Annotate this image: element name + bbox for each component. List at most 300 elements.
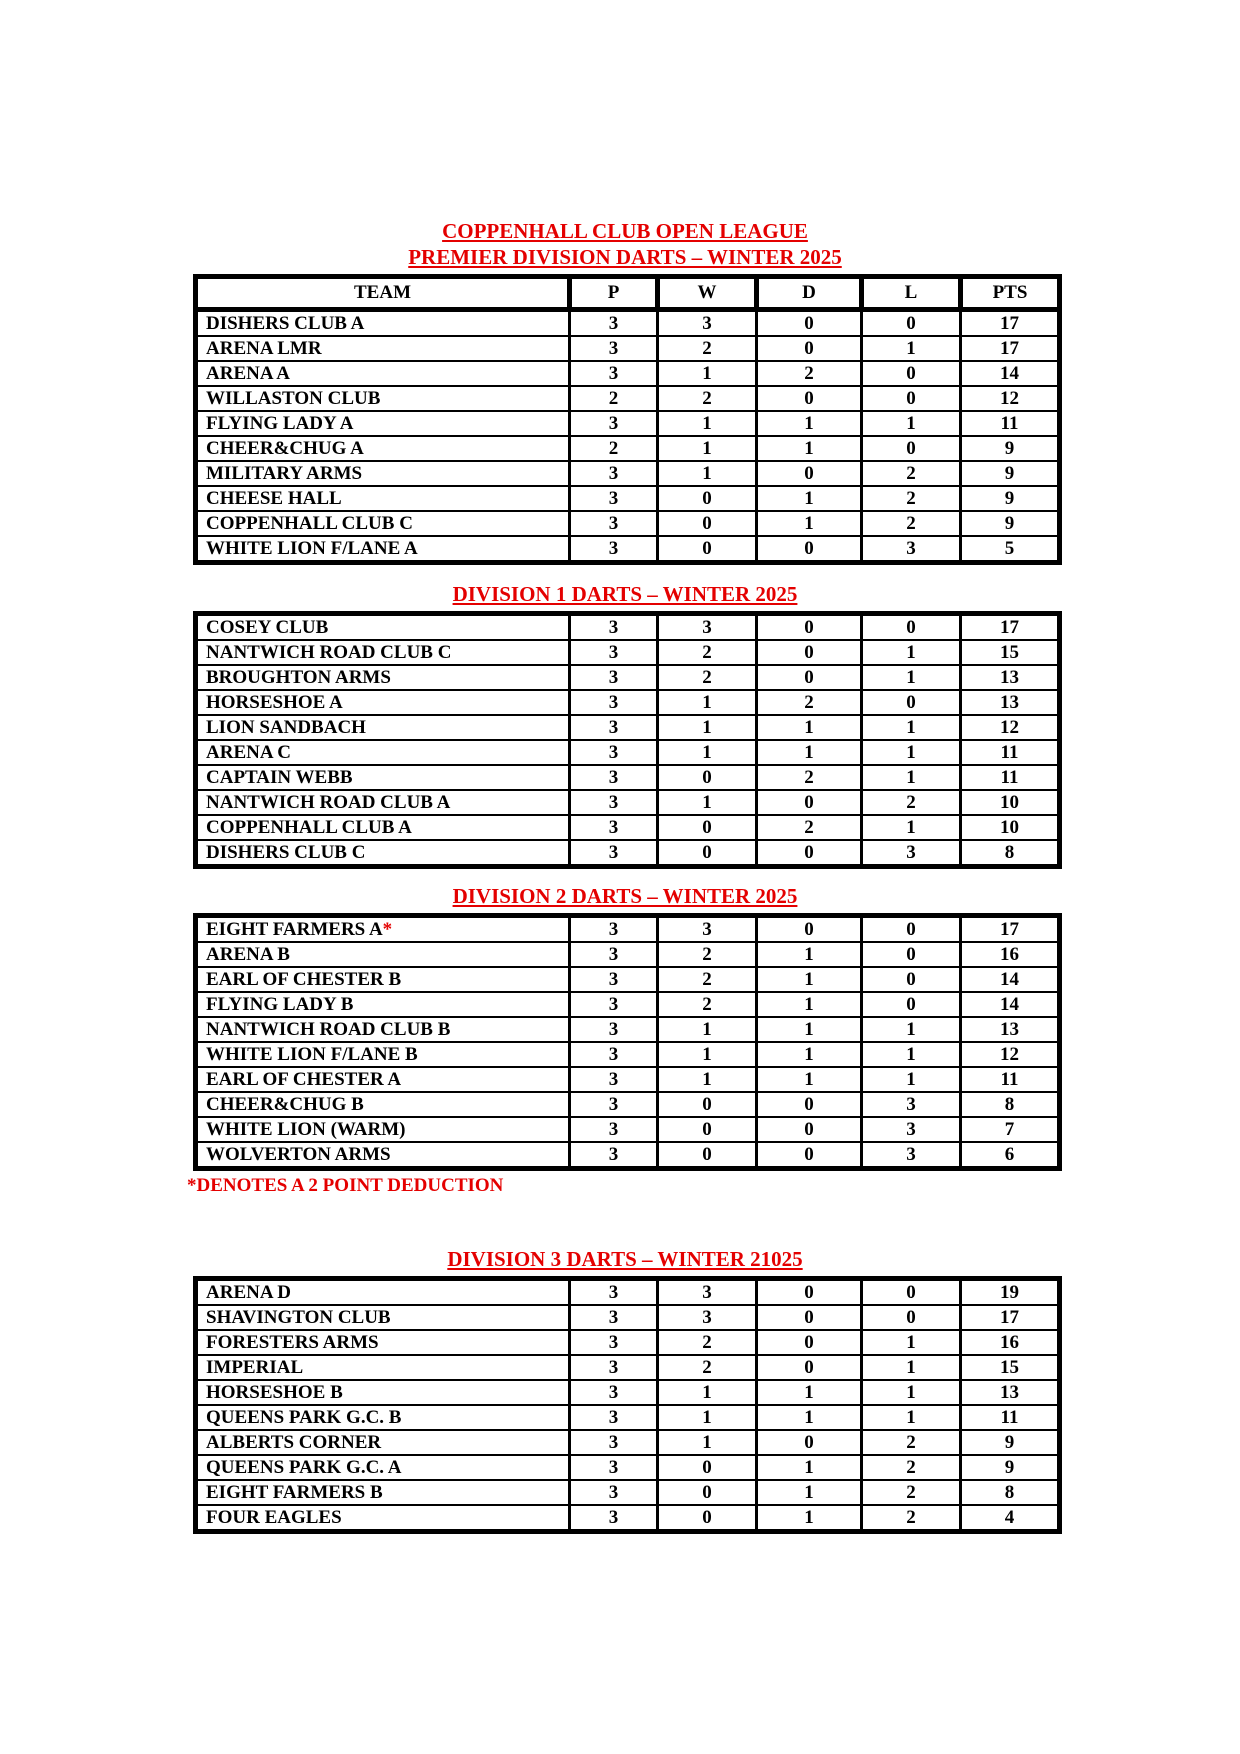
team-cell xyxy=(196,1067,570,1092)
played-cell: 2 xyxy=(570,386,658,411)
table-row xyxy=(196,1480,1060,1505)
played-cell: 3 xyxy=(570,411,658,436)
played-cell: 3 xyxy=(570,536,658,563)
draws-cell: 0 xyxy=(757,640,862,665)
team-name: EARL OF CHESTER A xyxy=(206,1069,402,1090)
table-row xyxy=(196,1505,1060,1532)
losses-cell: 2 xyxy=(862,1455,961,1480)
wins-cell: 1 xyxy=(658,361,757,386)
team-cell xyxy=(196,411,570,436)
points-cell: 9 xyxy=(961,436,1060,461)
wins-cell: 0 xyxy=(658,765,757,790)
points-cell: 9 xyxy=(961,486,1060,511)
table-row xyxy=(196,1042,1060,1067)
wins-cell: 2 xyxy=(658,640,757,665)
table-row xyxy=(196,640,1060,665)
draws-cell: 0 xyxy=(757,840,862,867)
wins-cell: 0 xyxy=(658,1092,757,1117)
points-cell: 17 xyxy=(961,310,1060,337)
table-row xyxy=(196,916,1060,943)
played-cell: 3 xyxy=(570,665,658,690)
team-cell xyxy=(196,511,570,536)
losses-cell: 3 xyxy=(862,1092,961,1117)
losses-cell: 2 xyxy=(862,1505,961,1532)
draws-cell: 1 xyxy=(757,411,862,436)
draws-cell: 0 xyxy=(757,536,862,563)
played-cell: 3 xyxy=(570,1330,658,1355)
table-row xyxy=(196,1380,1060,1405)
table-row xyxy=(196,511,1060,536)
division-section xyxy=(193,1246,1057,1534)
draws-cell: 2 xyxy=(757,690,862,715)
played-cell: 3 xyxy=(570,815,658,840)
team-cell xyxy=(196,486,570,511)
table-row xyxy=(196,486,1060,511)
losses-cell: 1 xyxy=(862,815,961,840)
division-heading: DIVISION 3 DARTS – WINTER 21025 xyxy=(447,1247,803,1271)
played-cell: 3 xyxy=(570,1017,658,1042)
team-cell xyxy=(196,665,570,690)
played-cell: 3 xyxy=(570,336,658,361)
table-row xyxy=(196,1067,1060,1092)
draws-cell: 2 xyxy=(757,361,862,386)
losses-cell: 0 xyxy=(862,967,961,992)
table-row xyxy=(196,436,1060,461)
played-cell: 3 xyxy=(570,1480,658,1505)
table-row xyxy=(196,665,1060,690)
losses-cell: 1 xyxy=(862,1380,961,1405)
points-cell: 11 xyxy=(961,765,1060,790)
draws-cell: 0 xyxy=(757,1430,862,1455)
draws-cell: 0 xyxy=(757,614,862,641)
losses-cell: 0 xyxy=(862,310,961,337)
table-row xyxy=(196,1142,1060,1169)
team-cell xyxy=(196,815,570,840)
draws-cell: 2 xyxy=(757,815,862,840)
team-name: IMPERIAL xyxy=(206,1357,304,1378)
played-cell: 3 xyxy=(570,511,658,536)
played-cell: 3 xyxy=(570,992,658,1017)
team-cell xyxy=(196,942,570,967)
division-sections xyxy=(187,244,1057,1534)
team-name: ARENA D xyxy=(206,1282,291,1303)
document-content xyxy=(187,218,1057,1534)
wins-cell: 0 xyxy=(658,511,757,536)
column-header-w: W xyxy=(658,277,757,310)
points-cell: 6 xyxy=(961,1142,1060,1169)
team-name: CHEESE HALL xyxy=(206,488,342,509)
wins-cell: 3 xyxy=(658,1305,757,1330)
table-row xyxy=(196,336,1060,361)
table-row xyxy=(196,1430,1060,1455)
losses-cell: 0 xyxy=(862,386,961,411)
table-row xyxy=(196,536,1060,563)
column-header-row xyxy=(196,277,1060,310)
played-cell: 3 xyxy=(570,310,658,337)
team-name: COPPENHALL CLUB A xyxy=(206,817,412,838)
team-cell xyxy=(196,1505,570,1532)
team-name: DISHERS CLUB C xyxy=(206,842,366,863)
team-name: ARENA B xyxy=(206,944,290,965)
played-cell: 3 xyxy=(570,690,658,715)
division-heading: DIVISION 1 DARTS – WINTER 2025 xyxy=(452,582,798,606)
draws-cell: 1 xyxy=(757,992,862,1017)
draws-cell: 1 xyxy=(757,486,862,511)
draws-cell: 1 xyxy=(757,511,862,536)
team-cell xyxy=(196,916,570,943)
team-name: MILITARY ARMS xyxy=(206,463,363,484)
points-cell: 19 xyxy=(961,1279,1060,1306)
losses-cell: 0 xyxy=(862,614,961,641)
team-cell xyxy=(196,992,570,1017)
points-cell: 10 xyxy=(961,815,1060,840)
wins-cell: 0 xyxy=(658,815,757,840)
team-cell xyxy=(196,640,570,665)
team-name: EIGHT FARMERS B xyxy=(206,1482,383,1503)
team-cell xyxy=(196,1305,570,1330)
team-name: QUEENS PARK G.C. B xyxy=(206,1407,402,1428)
team-name: EARL OF CHESTER B xyxy=(206,969,402,990)
draws-cell: 1 xyxy=(757,1405,862,1430)
wins-cell: 0 xyxy=(658,1455,757,1480)
team-name: WHITE LION F/LANE B xyxy=(206,1044,418,1065)
losses-cell: 2 xyxy=(862,1430,961,1455)
team-name: NANTWICH ROAD CLUB C xyxy=(206,642,452,663)
wins-cell: 1 xyxy=(658,461,757,486)
draws-cell: 1 xyxy=(757,1480,862,1505)
column-header-d: D xyxy=(757,277,862,310)
losses-cell: 2 xyxy=(862,461,961,486)
losses-cell: 0 xyxy=(862,436,961,461)
points-cell: 11 xyxy=(961,1405,1060,1430)
played-cell: 3 xyxy=(570,1380,658,1405)
losses-cell: 0 xyxy=(862,916,961,943)
team-name: CAPTAIN WEBB xyxy=(206,767,353,788)
team-name: LION SANDBACH xyxy=(206,717,366,738)
losses-cell: 1 xyxy=(862,1067,961,1092)
played-cell: 3 xyxy=(570,942,658,967)
points-cell: 15 xyxy=(961,640,1060,665)
wins-cell: 3 xyxy=(658,1279,757,1306)
team-cell xyxy=(196,967,570,992)
losses-cell: 1 xyxy=(862,336,961,361)
team-name: ARENA LMR xyxy=(206,338,322,359)
division-heading: PREMIER DIVISION DARTS – WINTER 2025 xyxy=(408,245,842,269)
team-name: QUEENS PARK G.C. A xyxy=(206,1457,402,1478)
table-row xyxy=(196,1455,1060,1480)
table-row xyxy=(196,461,1060,486)
team-name: CHEER&CHUG B xyxy=(206,1094,364,1115)
team-name: DISHERS CLUB A xyxy=(206,313,365,334)
losses-cell: 2 xyxy=(862,790,961,815)
league-table xyxy=(193,913,1062,1171)
team-name: FORESTERS ARMS xyxy=(206,1332,379,1353)
table-row xyxy=(196,967,1060,992)
wins-cell: 1 xyxy=(658,1042,757,1067)
points-cell: 14 xyxy=(961,992,1060,1017)
team-cell xyxy=(196,1355,570,1380)
team-name: HORSESHOE B xyxy=(206,1382,343,1403)
league-table xyxy=(193,611,1062,869)
wins-cell: 3 xyxy=(658,614,757,641)
points-cell: 16 xyxy=(961,1330,1060,1355)
losses-cell: 2 xyxy=(862,486,961,511)
table-row xyxy=(196,411,1060,436)
points-cell: 12 xyxy=(961,1042,1060,1067)
draws-cell: 0 xyxy=(757,665,862,690)
division-section xyxy=(193,244,1057,565)
played-cell: 3 xyxy=(570,614,658,641)
team-name: FLYING LADY B xyxy=(206,994,354,1015)
table-row xyxy=(196,1405,1060,1430)
wins-cell: 0 xyxy=(658,1505,757,1532)
losses-cell: 1 xyxy=(862,715,961,740)
team-cell xyxy=(196,1380,570,1405)
played-cell: 3 xyxy=(570,840,658,867)
division-section xyxy=(193,581,1057,869)
team-cell xyxy=(196,1430,570,1455)
team-cell xyxy=(196,436,570,461)
table-row xyxy=(196,740,1060,765)
team-name: SHAVINGTON CLUB xyxy=(206,1307,391,1328)
played-cell: 3 xyxy=(570,1405,658,1430)
team-cell xyxy=(196,1117,570,1142)
team-cell xyxy=(196,840,570,867)
draws-cell: 0 xyxy=(757,916,862,943)
team-cell xyxy=(196,386,570,411)
losses-cell: 2 xyxy=(862,1480,961,1505)
team-cell xyxy=(196,361,570,386)
draws-cell: 0 xyxy=(757,1117,862,1142)
table-row xyxy=(196,840,1060,867)
losses-cell: 3 xyxy=(862,1142,961,1169)
table-row xyxy=(196,361,1060,386)
wins-cell: 3 xyxy=(658,916,757,943)
team-cell xyxy=(196,1405,570,1430)
team-name: WILLASTON CLUB xyxy=(206,388,381,409)
team-cell xyxy=(196,614,570,641)
team-name: NANTWICH ROAD CLUB B xyxy=(206,1019,451,1040)
team-cell xyxy=(196,765,570,790)
draws-cell: 1 xyxy=(757,1042,862,1067)
table-row xyxy=(196,310,1060,337)
table-row xyxy=(196,1279,1060,1306)
team-cell xyxy=(196,461,570,486)
team-cell xyxy=(196,1455,570,1480)
points-cell: 11 xyxy=(961,1067,1060,1092)
losses-cell: 0 xyxy=(862,1305,961,1330)
team-cell xyxy=(196,1279,570,1306)
played-cell: 3 xyxy=(570,1305,658,1330)
table-row xyxy=(196,815,1060,840)
draws-cell: 1 xyxy=(757,1067,862,1092)
points-cell: 17 xyxy=(961,1305,1060,1330)
losses-cell: 0 xyxy=(862,992,961,1017)
losses-cell: 3 xyxy=(862,840,961,867)
wins-cell: 1 xyxy=(658,740,757,765)
played-cell: 3 xyxy=(570,1505,658,1532)
column-header-l: L xyxy=(862,277,961,310)
division-section xyxy=(187,883,1057,1198)
team-name: FOUR EAGLES xyxy=(206,1507,342,1528)
played-cell: 3 xyxy=(570,1355,658,1380)
wins-cell: 0 xyxy=(658,536,757,563)
points-cell: 9 xyxy=(961,1430,1060,1455)
played-cell: 3 xyxy=(570,916,658,943)
draws-cell: 1 xyxy=(757,1455,862,1480)
points-cell: 5 xyxy=(961,536,1060,563)
team-name: NANTWICH ROAD CLUB A xyxy=(206,792,451,813)
league-table xyxy=(193,274,1062,565)
losses-cell: 3 xyxy=(862,536,961,563)
team-name: WOLVERTON ARMS xyxy=(206,1144,391,1165)
losses-cell: 1 xyxy=(862,1330,961,1355)
table-row xyxy=(196,715,1060,740)
team-name: HORSESHOE A xyxy=(206,692,343,713)
table-row xyxy=(196,1355,1060,1380)
table-row xyxy=(196,1092,1060,1117)
table-row xyxy=(196,1117,1060,1142)
wins-cell: 1 xyxy=(658,1017,757,1042)
played-cell: 3 xyxy=(570,640,658,665)
played-cell: 3 xyxy=(570,486,658,511)
draws-cell: 1 xyxy=(757,436,862,461)
table-row xyxy=(196,690,1060,715)
draws-cell: 0 xyxy=(757,1330,862,1355)
table-row xyxy=(196,1305,1060,1330)
deduction-footnote: *DENOTES A 2 POINT DEDUCTION xyxy=(187,1175,504,1196)
league-title: COPPENHALL CLUB OPEN LEAGUE xyxy=(442,219,808,243)
points-cell: 13 xyxy=(961,1380,1060,1405)
wins-cell: 2 xyxy=(658,942,757,967)
draws-cell: 2 xyxy=(757,765,862,790)
deduction-asterisk: * xyxy=(382,919,393,940)
wins-cell: 2 xyxy=(658,665,757,690)
draws-cell: 1 xyxy=(757,1505,862,1532)
points-cell: 17 xyxy=(961,336,1060,361)
table-row xyxy=(196,1017,1060,1042)
played-cell: 3 xyxy=(570,1117,658,1142)
column-header-pts: PTS xyxy=(961,277,1060,310)
wins-cell: 2 xyxy=(658,1330,757,1355)
points-cell: 17 xyxy=(961,614,1060,641)
played-cell: 3 xyxy=(570,1430,658,1455)
team-cell xyxy=(196,1042,570,1067)
team-cell xyxy=(196,740,570,765)
wins-cell: 1 xyxy=(658,1430,757,1455)
team-name: WHITE LION (WARM) xyxy=(206,1119,406,1140)
losses-cell: 1 xyxy=(862,411,961,436)
losses-cell: 0 xyxy=(862,690,961,715)
points-cell: 7 xyxy=(961,1117,1060,1142)
draws-cell: 1 xyxy=(757,715,862,740)
points-cell: 16 xyxy=(961,942,1060,967)
wins-cell: 0 xyxy=(658,486,757,511)
played-cell: 3 xyxy=(570,1279,658,1306)
team-cell xyxy=(196,310,570,337)
team-cell xyxy=(196,1330,570,1355)
played-cell: 3 xyxy=(570,967,658,992)
points-cell: 4 xyxy=(961,1505,1060,1532)
played-cell: 3 xyxy=(570,361,658,386)
points-cell: 8 xyxy=(961,840,1060,867)
draws-cell: 0 xyxy=(757,1092,862,1117)
losses-cell: 3 xyxy=(862,1117,961,1142)
draws-cell: 0 xyxy=(757,1355,862,1380)
losses-cell: 0 xyxy=(862,1279,961,1306)
team-cell xyxy=(196,790,570,815)
team-name: ARENA A xyxy=(206,363,290,384)
played-cell: 3 xyxy=(570,1067,658,1092)
table-row xyxy=(196,765,1060,790)
wins-cell: 2 xyxy=(658,336,757,361)
played-cell: 3 xyxy=(570,461,658,486)
division-heading: DIVISION 2 DARTS – WINTER 2025 xyxy=(452,884,798,908)
losses-cell: 1 xyxy=(862,765,961,790)
draws-cell: 1 xyxy=(757,740,862,765)
wins-cell: 2 xyxy=(658,1355,757,1380)
draws-cell: 0 xyxy=(757,1305,862,1330)
table-row xyxy=(196,992,1060,1017)
wins-cell: 1 xyxy=(658,1405,757,1430)
wins-cell: 1 xyxy=(658,715,757,740)
table-row xyxy=(196,790,1060,815)
team-name: ALBERTS CORNER xyxy=(206,1432,382,1453)
draws-cell: 0 xyxy=(757,461,862,486)
played-cell: 3 xyxy=(570,790,658,815)
losses-cell: 1 xyxy=(862,665,961,690)
team-cell xyxy=(196,536,570,563)
league-table xyxy=(193,1276,1062,1534)
wins-cell: 3 xyxy=(658,310,757,337)
losses-cell: 1 xyxy=(862,1355,961,1380)
losses-cell: 1 xyxy=(862,640,961,665)
column-header-p: P xyxy=(570,277,658,310)
team-name: COPPENHALL CLUB C xyxy=(206,513,413,534)
losses-cell: 1 xyxy=(862,1017,961,1042)
wins-cell: 0 xyxy=(658,840,757,867)
draws-cell: 0 xyxy=(757,1279,862,1306)
team-name: COSEY CLUB xyxy=(206,617,329,638)
points-cell: 9 xyxy=(961,511,1060,536)
points-cell: 11 xyxy=(961,411,1060,436)
losses-cell: 2 xyxy=(862,511,961,536)
points-cell: 9 xyxy=(961,461,1060,486)
team-name: WHITE LION F/LANE A xyxy=(206,538,418,559)
points-cell: 13 xyxy=(961,690,1060,715)
team-name: ARENA C xyxy=(206,742,291,763)
points-cell: 13 xyxy=(961,1017,1060,1042)
draws-cell: 0 xyxy=(757,386,862,411)
played-cell: 3 xyxy=(570,1092,658,1117)
points-cell: 13 xyxy=(961,665,1060,690)
points-cell: 9 xyxy=(961,1455,1060,1480)
team-name: FLYING LADY A xyxy=(206,413,354,434)
played-cell: 3 xyxy=(570,740,658,765)
wins-cell: 2 xyxy=(658,967,757,992)
losses-cell: 0 xyxy=(862,361,961,386)
losses-cell: 0 xyxy=(862,942,961,967)
points-cell: 17 xyxy=(961,916,1060,943)
team-cell xyxy=(196,1142,570,1169)
points-cell: 10 xyxy=(961,790,1060,815)
team-cell xyxy=(196,1480,570,1505)
wins-cell: 0 xyxy=(658,1142,757,1169)
team-cell xyxy=(196,715,570,740)
wins-cell: 1 xyxy=(658,790,757,815)
played-cell: 3 xyxy=(570,765,658,790)
wins-cell: 1 xyxy=(658,690,757,715)
